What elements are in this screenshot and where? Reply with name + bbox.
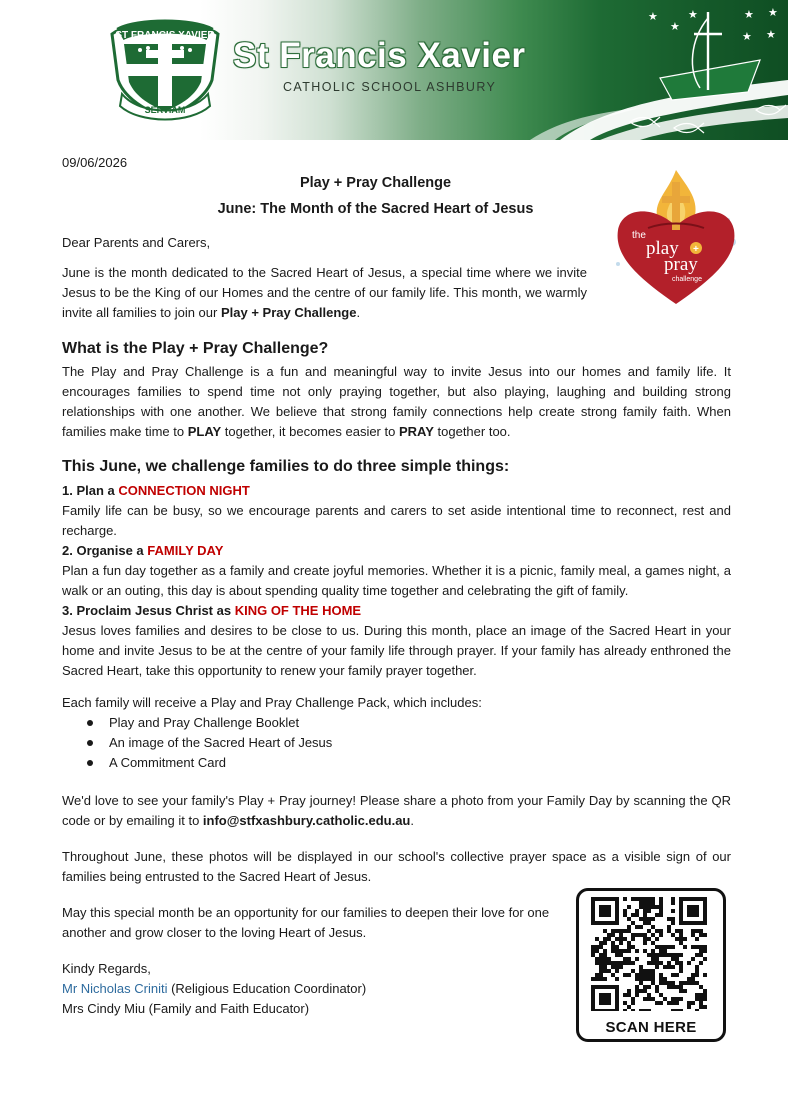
section1-text-c: together too.	[433, 424, 511, 439]
qr-scan-label: SCAN HERE	[605, 1019, 697, 1036]
qr-code-pattern	[579, 891, 723, 1011]
sign-off-regards: Kindy Regards,	[62, 961, 151, 976]
sign-off-coordinator	[62, 979, 366, 999]
step-2-highlight: FAMILY DAY	[147, 543, 224, 558]
step-1-heading	[62, 483, 250, 498]
intro-end: .	[356, 305, 361, 320]
step-2-body: Plan a fun day together as a family and create joyful memories. Whether it is a picnic, family meal, a games night, a walk or an outing, this day is about spending quality time together and celebrating the gift of family.	[62, 563, 731, 598]
share-text: We'd love to see your family's Play + Pray journey! Please share a photo from your Family Day by scanning the QR code or by emailing it to	[62, 793, 731, 828]
pack-intro: Each family will receive a Play and Pray Challenge Pack, which includes:	[62, 695, 482, 710]
greeting: Dear Parents and Carers,	[62, 235, 211, 250]
coordinator-role: (Religious Education Coordinator)	[167, 981, 367, 996]
svg-text:★: ★	[742, 30, 752, 43]
share-end: .	[410, 813, 414, 828]
display-paragraph: Throughout June, these photos will be displayed in our school's collective prayer space as a visible sign of our families being entrusted to the Sacred Heart of Jesus.	[62, 849, 731, 884]
section1-text-a: The Play and Pray Challenge is a fun and meaningful way to invite Jesus into our homes and family life. It encourages families to spend time not only praying together, but also playing, laughing and building strong relationships with one another. We believe that strong family connections help create strong family faith. When families make time to	[62, 364, 731, 439]
share-email-link[interactable]: info@stfxashbury.catholic.edu.au	[202, 813, 411, 828]
intro-challenge-name: Play + Pray Challenge	[220, 305, 357, 320]
svg-text:★: ★	[744, 8, 754, 21]
section1-text-b: together, it becomes easier to	[221, 424, 399, 439]
svg-text:★: ★	[670, 20, 680, 33]
letter-subtitle: June: The Month of the Sacred Heart of Jesus	[217, 201, 534, 217]
logo-word-pray: pray	[664, 254, 698, 275]
qr-code[interactable]	[576, 888, 726, 1042]
step-2-prefix: 2. Organise a	[62, 543, 148, 558]
section-what-is-paragraph	[62, 362, 731, 442]
intro-text: June is the month dedicated to the Sacred Heart of Jesus, a special time where we invite Jesus to be the King of our Homes and the centre of our family life. This month, we warmly invite all families to join our	[62, 265, 587, 320]
step-1-highlight: CONNECTION NIGHT	[118, 483, 250, 498]
step-3-highlight: KING OF THE HOME	[234, 603, 362, 618]
list-item: A Commitment Card	[62, 753, 332, 773]
section-heading-challenge: This June, we challenge families to do three simple things:	[62, 458, 510, 475]
list-item: Play and Pray Challenge Booklet	[62, 713, 332, 733]
closing-paragraph: May this special month be an opportunity for our families to deepen their love for one another and grow closer to the loving Heart of Jesus.	[62, 905, 550, 940]
letter-date: 09/06/2026	[62, 155, 128, 170]
logo-word-play: play	[646, 238, 679, 259]
share-paragraph	[62, 791, 731, 831]
school-crest	[112, 24, 218, 120]
section1-play-word: PLAY	[187, 424, 222, 439]
logo-word-the: the	[632, 230, 646, 241]
step-2-heading	[62, 543, 223, 558]
svg-text:★: ★	[688, 8, 698, 21]
logo-word-challenge: challenge	[672, 276, 702, 283]
crest-motto-bottom: SERVIAM	[144, 105, 186, 115]
school-subtitle: CATHOLIC SCHOOL ASHBURY	[283, 80, 497, 94]
play-pray-logo	[608, 168, 744, 306]
step-3-prefix: 3. Proclaim Jesus Christ as	[62, 603, 235, 618]
list-item: An image of the Sacred Heart of Jesus	[62, 733, 332, 753]
step-3-body: Jesus loves families and desires to be close to us. During this month, place an image of the Sacred Heart in your home and invite Jesus to be at the centre of your family life through prayer. If your family has already enthroned the Sacred Heart, take this opportunity to renew your family prayer together.	[62, 623, 731, 678]
step-3-heading	[62, 603, 361, 618]
section1-pray-word: PRAY	[398, 424, 434, 439]
intro-paragraph	[62, 263, 587, 323]
svg-text:★: ★	[768, 6, 778, 19]
pack-items-list	[62, 713, 332, 773]
school-name: St Francis Xavier	[233, 36, 526, 75]
coordinator-name: Mr Nicholas Criniti	[62, 981, 168, 996]
step-1-prefix: 1. Plan a	[62, 483, 119, 498]
svg-text:★: ★	[648, 10, 658, 23]
sign-off-educator: Mrs Cindy Miu (Family and Faith Educator)	[62, 1001, 310, 1016]
logo-word-plus: +	[693, 244, 699, 255]
header-banner	[0, 0, 788, 140]
crest-motto-top: ST FRANCIS XAVIER	[115, 30, 215, 41]
section-heading-what-is: What is the Play + Pray Challenge?	[62, 340, 329, 357]
letter-title: Play + Pray Challenge	[299, 175, 452, 191]
svg-text:★: ★	[766, 28, 776, 41]
step-1-body: Family life can be busy, so we encourage parents and carers to set aside intentional time to reconnect, rest and recharge.	[62, 503, 731, 538]
